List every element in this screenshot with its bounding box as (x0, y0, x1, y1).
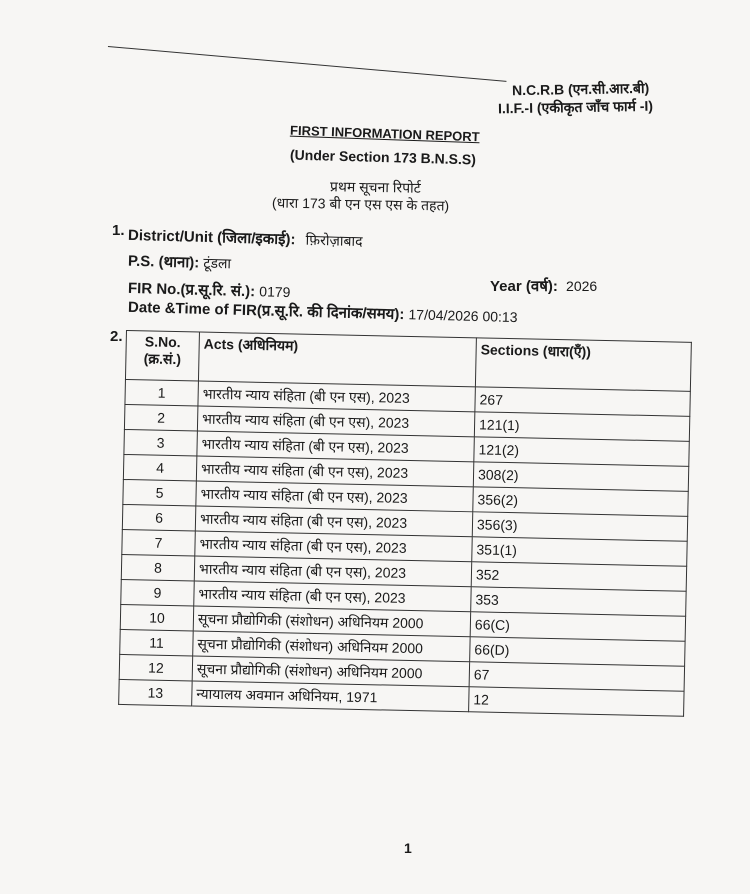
sno-cell: 10 (120, 604, 194, 631)
ncrb-label: N.C.R.B (एन.सी.आर.बी) (511, 79, 650, 99)
district-value: फ़िरोज़ाबाद (305, 231, 363, 250)
act-cell: भारतीय न्याय संहिता (बी एन एस), 2023 (197, 431, 474, 462)
header-divider (108, 46, 507, 82)
section-cell: 66(C) (470, 612, 685, 641)
sno-cell: 12 (119, 654, 193, 681)
section-cell: 67 (469, 662, 684, 691)
act-cell: भारतीय न्याय संहिता (बी एन एस), 2023 (196, 456, 473, 487)
sno-cell: 2 (124, 404, 198, 431)
sno-cell: 9 (121, 579, 195, 606)
report-hindi-title: प्रथम सूचना रिपोर्ट (329, 178, 421, 196)
datetime-row (128, 297, 518, 327)
section-cell: 121(2) (474, 437, 689, 466)
section-cell: 267 (475, 387, 690, 416)
ps-value: टूंडला (203, 254, 232, 272)
act-cell: भारतीय न्याय संहिता (बी एन एस), 2023 (197, 406, 474, 437)
report-hindi-subtitle: (धारा 173 बी एन एस एस के तहत) (271, 194, 450, 214)
year-label: Year (वर्ष): (490, 278, 558, 295)
sno-cell: 13 (119, 679, 193, 706)
acts-table-body (119, 379, 691, 716)
sno-cell: 11 (120, 629, 194, 656)
ps-row (128, 251, 232, 274)
report-subtitle: (Under Section 173 B.N.S.S) (289, 146, 477, 168)
header-acts: Acts (अधिनियम) (198, 332, 476, 387)
section-cell: 308(2) (473, 462, 688, 491)
ps-label: P.S. (थाना): (127, 252, 200, 272)
act-cell: सूचना प्रौद्योगिकी (संशोधन) अधिनियम 2000 (193, 606, 470, 637)
act-cell: सूचना प्रौद्योगिकी (संशोधन) अधिनियम 2000 (192, 656, 469, 687)
act-cell: भारतीय न्याय संहिता (बी एन एस), 2023 (194, 581, 471, 612)
section-cell: 356(2) (473, 487, 688, 516)
year-value: 2026 (566, 278, 598, 294)
page-number: 1 (404, 840, 412, 856)
section-cell: 356(3) (472, 512, 687, 541)
datetime-value: 17/04/2026 00:13 (408, 306, 518, 326)
act-cell: भारतीय न्याय संहिता (बी एन एस), 2023 (196, 481, 473, 512)
report-title: FIRST INFORMATION REPORT (289, 122, 480, 145)
header-sno: S.No. (क्र.सं.) (125, 331, 199, 382)
sno-cell: 6 (122, 504, 196, 531)
act-cell: भारतीय न्याय संहिता (बी एन एस), 2023 (195, 506, 472, 537)
sno-cell: 5 (123, 479, 197, 506)
fir-value: 0179 (259, 283, 291, 301)
section-2-number: 2. (110, 328, 123, 345)
district-row (128, 225, 363, 251)
sno-cell: 1 (125, 379, 199, 406)
section-cell: 351(1) (472, 537, 687, 566)
district-label: District/Unit (जिला/इकाई): (127, 226, 296, 249)
section-cell: 352 (471, 562, 686, 591)
sno-cell: 4 (123, 454, 197, 481)
section-cell: 12 (469, 687, 684, 716)
act-cell: न्यायालय अवमान अधिनियम, 1971 (192, 681, 469, 712)
act-cell: भारतीय न्याय संहिता (बी एन एस), 2023 (194, 556, 471, 587)
iif-label: I.I.F.-I (एकीकृत जाँच फार्म -I) (497, 97, 654, 117)
section-1-number: 1. (112, 222, 125, 239)
act-cell: भारतीय न्याय संहिता (बी एन एस), 2023 (195, 531, 472, 562)
act-cell: भारतीय न्याय संहिता (बी एन एस), 2023 (198, 381, 475, 412)
year-row (490, 276, 597, 296)
section-cell: 353 (471, 587, 686, 616)
sno-cell: 3 (124, 429, 198, 456)
header-sections: Sections (धारा(एँ)) (475, 338, 691, 391)
sno-cell: 7 (122, 529, 196, 556)
section-cell: 66(D) (470, 637, 685, 666)
datetime-label: Date &Time of FIR(प्र.सू.रि. की दिनांक/समय): (127, 298, 405, 324)
section-cell: 121(1) (474, 412, 689, 441)
act-cell: सूचना प्रौद्योगिकी (संशोधन) अधिनियम 2000 (193, 631, 470, 662)
acts-table (118, 330, 692, 717)
fir-label: FIR No.(प्र.सू.रि. सं.): (127, 279, 256, 301)
sno-cell: 8 (121, 554, 195, 581)
